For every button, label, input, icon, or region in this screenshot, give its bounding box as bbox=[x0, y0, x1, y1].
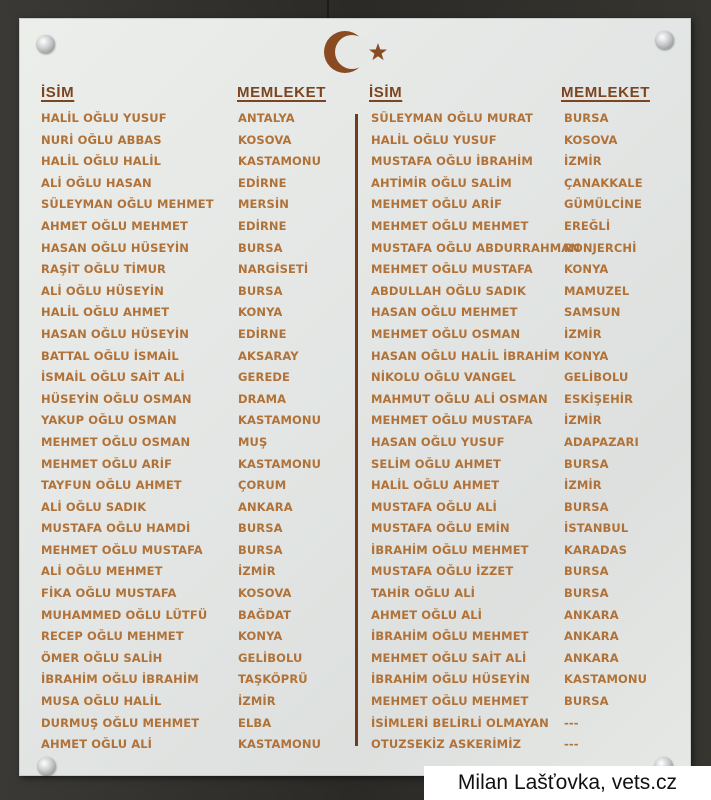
right-name-cell: SÜLEYMAN OĞLU MURAT bbox=[371, 111, 533, 125]
right-place-cell: BURSA bbox=[564, 564, 609, 579]
left-place-cell: TAŞKÖPRÜ bbox=[238, 672, 308, 687]
left-place-cell: KONYA bbox=[238, 629, 283, 644]
right-name-cell: SELİM OĞLU AHMET bbox=[371, 456, 501, 471]
left-place-cell: MUŞ bbox=[238, 434, 268, 449]
right-place-cell: SAMSUN bbox=[564, 305, 621, 320]
photo-credit: Milan Lašťovka, vets.cz bbox=[424, 766, 711, 800]
right-name-cell: AHMET OĞLU ALİ bbox=[371, 607, 483, 622]
left-place-cell: GELİBOLU bbox=[238, 650, 303, 665]
left-name-cell: HALİL OĞLU AHMET bbox=[41, 305, 170, 320]
right-place-cell: MAMUZEL bbox=[564, 283, 630, 298]
right-name-cell: HALİL OĞLU YUSUF bbox=[371, 132, 497, 147]
right-name-cell: MEHMET OĞLU MEHMET bbox=[371, 694, 529, 709]
right-place-cell: ESKİŞEHİR bbox=[564, 391, 634, 406]
left-name-cell: HASAN OĞLU HÜSEYİN bbox=[41, 240, 189, 255]
right-place-cell: İSTANBUL bbox=[564, 521, 629, 536]
right-place-cell: GELİBOLU bbox=[564, 370, 629, 385]
left-name-cell: İSMAİL OĞLU SAİT ALİ bbox=[41, 370, 185, 385]
left-name-cell: MEHMET OĞLU ARİF bbox=[41, 456, 173, 471]
left-place-cell: AKSARAY bbox=[238, 348, 299, 363]
right-name-cell: HASAN OĞLU YUSUF bbox=[371, 434, 505, 449]
left-place-cell: NARGİSETİ bbox=[238, 262, 309, 277]
left-name-cell: BATTAL OĞLU İSMAİL bbox=[41, 348, 179, 363]
left-name-cell: FİKA OĞLU MUSTAFA bbox=[41, 586, 177, 601]
left-name-cell: NURİ OĞLU ABBAS bbox=[41, 132, 162, 147]
left-place-cell: BURSA bbox=[238, 283, 283, 298]
right-name-cell: HASAN OĞLU MEHMET bbox=[371, 305, 518, 320]
left-name-cell: İBRAHİM OĞLU İBRAHİM bbox=[41, 672, 199, 687]
left-place-cell: BURSA bbox=[238, 240, 283, 255]
right-name-cell: İBRAHİM OĞLU HÜSEYİN bbox=[371, 672, 530, 687]
right-name-cell: OTUZSEKİZ ASKERİMİZ bbox=[371, 737, 522, 752]
right-place-cell: BURSA bbox=[564, 111, 609, 125]
left-name-cell: MEHMET OĞLU OSMAN bbox=[41, 434, 191, 449]
right-place-header: MEMLEKET bbox=[561, 84, 650, 101]
left-name-cell: HALİL OĞLU HALİL bbox=[41, 154, 161, 169]
left-place-cell: ANKARA bbox=[238, 499, 293, 514]
left-place-cell: İZMİR bbox=[238, 564, 276, 579]
left-name-cell: HALİL OĞLU YUSUF bbox=[41, 111, 167, 125]
right-place-cell: ANKARA bbox=[564, 650, 619, 665]
right-place-cell: İZMİR bbox=[564, 154, 602, 169]
right-name-cell: İSİMLERİ BELİRLİ OLMAYAN bbox=[371, 715, 549, 730]
left-place-cell: EDİRNE bbox=[238, 218, 287, 233]
left-name-cell: AHMET OĞLU MEHMET bbox=[41, 218, 188, 233]
right-name-cell: MEHMET OĞLU ARİF bbox=[371, 197, 503, 212]
right-name-cell: HASAN OĞLU HALİL İBRAHİM bbox=[371, 348, 560, 363]
left-names-column bbox=[41, 108, 214, 756]
left-name-cell: HÜSEYİN OĞLU OSMAN bbox=[41, 391, 192, 406]
left-place-cell: KOSOVA bbox=[238, 586, 292, 601]
right-place-cell: KASTAMONU bbox=[564, 672, 648, 687]
right-name-cell: MEHMET OĞLU MUSTAFA bbox=[371, 413, 533, 428]
left-place-cell: KASTAMONU bbox=[238, 456, 322, 471]
right-place-cell: BURSA bbox=[564, 694, 609, 709]
left-place-cell: KASTAMONU bbox=[238, 737, 322, 752]
right-place-cell: ÇANAKKALE bbox=[564, 175, 643, 190]
right-place-cell: BURSA bbox=[564, 586, 609, 601]
screw-top-right bbox=[656, 31, 674, 49]
left-place-cell: KASTAMONU bbox=[238, 413, 322, 428]
right-name-cell: İBRAHİM OĞLU MEHMET bbox=[371, 542, 529, 557]
left-name-cell: HASAN OĞLU HÜSEYİN bbox=[41, 326, 189, 341]
left-name-cell: MUSA OĞLU HALİL bbox=[41, 694, 162, 709]
left-name-header: İSİM bbox=[41, 84, 75, 101]
left-place-cell: BAĞDAT bbox=[238, 607, 292, 622]
left-place-cell: ÇORUM bbox=[238, 478, 287, 493]
right-place-cell: BURSA bbox=[564, 456, 609, 471]
left-place-cell: DRAMA bbox=[238, 391, 287, 406]
left-name-cell: ALİ OĞLU MEHMET bbox=[41, 564, 163, 579]
right-name-cell: İBRAHİM OĞLU MEHMET bbox=[371, 629, 529, 644]
left-place-cell: ANTALYA bbox=[238, 111, 295, 125]
column-divider bbox=[355, 114, 358, 746]
right-place-cell: İZMİR bbox=[564, 326, 602, 341]
left-place-cell: İZMİR bbox=[238, 694, 276, 709]
right-place-cell: İZMİR bbox=[564, 413, 602, 428]
left-place-cell: KASTAMONU bbox=[238, 154, 322, 169]
left-place-cell: EDİRNE bbox=[238, 175, 287, 190]
left-name-cell: RECEP OĞLU MEHMET bbox=[41, 629, 184, 644]
right-place-cell: ADAPAZARI bbox=[564, 434, 639, 449]
screw-top-left bbox=[37, 35, 55, 53]
left-name-cell: RAŞİT OĞLU TİMUR bbox=[41, 262, 167, 277]
right-place-cell: --- bbox=[564, 715, 579, 730]
right-place-cell: KARADAS bbox=[564, 542, 627, 557]
left-place-header: MEMLEKET bbox=[237, 84, 326, 101]
right-name-cell: HALİL OĞLU AHMET bbox=[371, 478, 500, 493]
left-name-cell: AHMET OĞLU ALİ bbox=[41, 737, 153, 752]
right-name-cell: MUSTAFA OĞLU İBRAHİM bbox=[371, 154, 533, 169]
left-name-cell: MEHMET OĞLU MUSTAFA bbox=[41, 542, 203, 557]
right-name-cell: MUSTAFA OĞLU ABDURRAHMAN bbox=[371, 240, 580, 255]
left-name-cell: MUSTAFA OĞLU HAMDİ bbox=[41, 521, 191, 536]
right-name-cell: AHTİMİR OĞLU SALİM bbox=[371, 175, 512, 190]
right-name-cell: TAHİR OĞLU ALİ bbox=[371, 586, 475, 601]
right-name-cell: MUSTAFA OĞLU EMİN bbox=[371, 521, 510, 536]
left-name-cell: YAKUP OĞLU OSMAN bbox=[41, 413, 177, 428]
right-name-cell: MUSTAFA OĞLU ALİ bbox=[371, 499, 497, 514]
left-name-cell: ALİ OĞLU HASAN bbox=[41, 175, 152, 190]
right-name-cell: MEHMET OĞLU OSMAN bbox=[371, 326, 521, 341]
crescent-star-icon bbox=[321, 28, 391, 76]
left-place-cell: MERSİN bbox=[238, 197, 289, 212]
left-place-cell: KONYA bbox=[238, 305, 283, 320]
left-name-cell: ÖMER OĞLU SALİH bbox=[41, 650, 163, 665]
memorial-plaque bbox=[19, 18, 691, 776]
right-name-cell: MAHMUT OĞLU ALİ OSMAN bbox=[371, 391, 548, 406]
right-place-cell: KONYA bbox=[564, 262, 609, 277]
left-place-cell: ELBA bbox=[238, 715, 272, 730]
screw-bottom-left bbox=[38, 757, 56, 775]
left-name-cell: ALİ OĞLU HÜSEYİN bbox=[41, 283, 164, 298]
right-place-cell: İZMİR bbox=[564, 478, 602, 493]
left-place-cell: BURSA bbox=[238, 542, 283, 557]
right-name-cell: MUSTAFA OĞLU İZZET bbox=[371, 564, 514, 579]
left-name-cell: DURMUŞ OĞLU MEHMET bbox=[41, 715, 200, 730]
right-places-column bbox=[564, 108, 647, 756]
right-place-cell: KOSOVA bbox=[564, 132, 618, 147]
left-name-cell: ALİ OĞLU SADIK bbox=[41, 499, 147, 514]
right-names-column bbox=[371, 108, 580, 756]
left-place-cell: GEREDE bbox=[238, 370, 291, 385]
left-place-cell: KOSOVA bbox=[238, 132, 292, 147]
right-name-cell: MEHMET OĞLU SAİT ALİ bbox=[371, 650, 527, 665]
left-places-column bbox=[238, 108, 321, 756]
right-name-cell: NİKOLU OĞLU VANGEL bbox=[371, 370, 516, 385]
right-place-cell: GÜMÜLCİNE bbox=[564, 197, 642, 212]
right-name-cell: MEHMET OĞLU MUSTAFA bbox=[371, 262, 533, 277]
left-place-cell: BURSA bbox=[238, 521, 283, 536]
left-place-cell: EDİRNE bbox=[238, 326, 287, 341]
right-place-cell: KONYA bbox=[564, 348, 609, 363]
right-place-cell: RONJERCHİ bbox=[564, 240, 637, 255]
left-name-cell: TAYFUN OĞLU AHMET bbox=[41, 478, 182, 493]
left-name-cell: MUHAMMED OĞLU LÜTFÜ bbox=[41, 607, 208, 622]
right-place-cell: ANKARA bbox=[564, 607, 619, 622]
right-place-cell: EREĞLİ bbox=[564, 218, 611, 233]
right-name-cell: ABDULLAH OĞLU SADIK bbox=[371, 283, 527, 298]
right-place-cell: BURSA bbox=[564, 499, 609, 514]
right-name-header: İSİM bbox=[369, 84, 403, 101]
left-name-cell: SÜLEYMAN OĞLU MEHMET bbox=[41, 197, 214, 212]
right-place-cell: --- bbox=[564, 737, 579, 752]
right-place-cell: ANKARA bbox=[564, 629, 619, 644]
right-name-cell: MEHMET OĞLU MEHMET bbox=[371, 218, 529, 233]
